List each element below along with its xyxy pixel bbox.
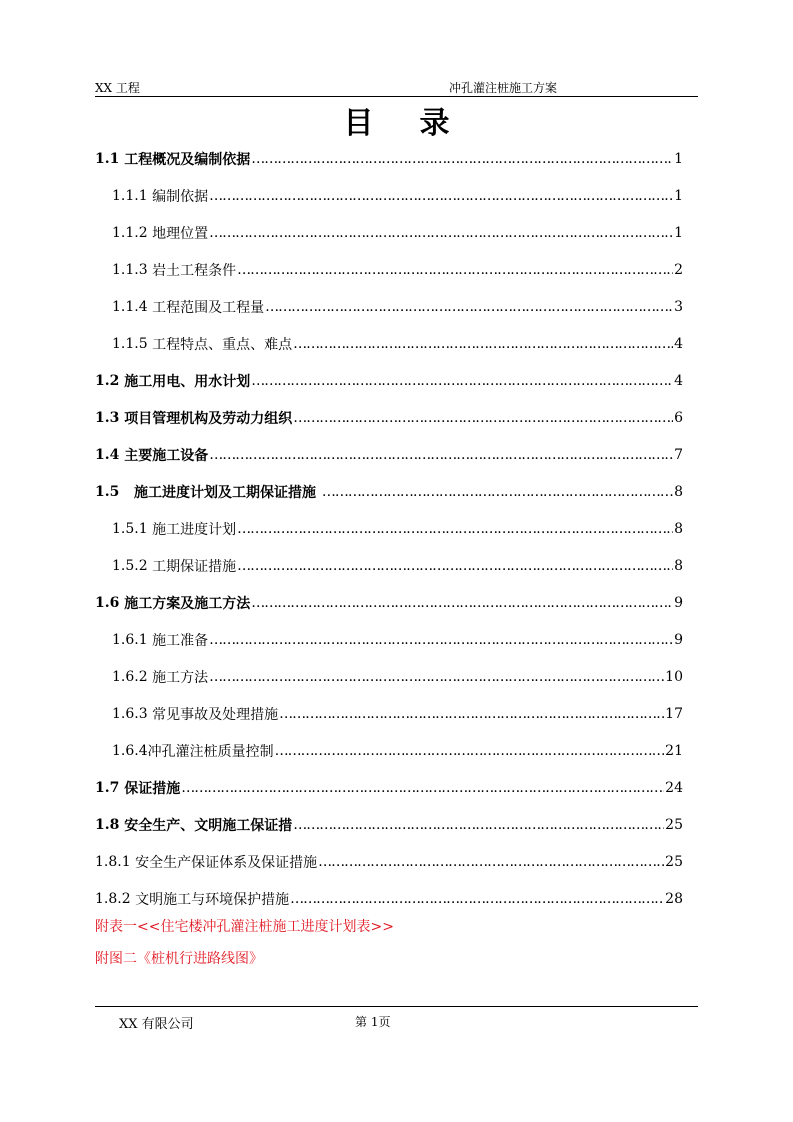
toc-entry[interactable] <box>95 288 683 325</box>
toc-entry[interactable] <box>95 436 683 473</box>
toc-leader-dots <box>318 854 664 870</box>
toc-leader-dots <box>293 336 673 352</box>
toc-entry-title: 施工方案及施工方法 <box>124 595 251 612</box>
toc-entry[interactable] <box>95 880 683 917</box>
toc-leader-dots <box>275 743 665 759</box>
toc-entry-page: 10 <box>665 668 683 685</box>
toc-entry[interactable] <box>95 806 683 843</box>
toc-entry-number: 1.7 <box>95 779 125 796</box>
toc-entry-number: 1.5.1 <box>112 520 153 537</box>
table-of-contents <box>95 140 683 917</box>
footer-page-number: 第 1页 <box>355 1015 391 1029</box>
toc-entry[interactable] <box>95 732 683 769</box>
toc-entry-number: 1.5 <box>95 483 134 500</box>
toc-entry-number: 1.2 <box>95 372 125 389</box>
toc-entry-page: 3 <box>674 298 683 315</box>
toc-entry-number: 1.6.4 <box>112 742 148 759</box>
page-header <box>95 79 698 97</box>
toc-entry-page: 4 <box>674 372 683 389</box>
toc-entry[interactable] <box>95 325 683 362</box>
toc-entry[interactable] <box>95 584 683 621</box>
toc-entry-number: 1.3 <box>95 409 125 426</box>
toc-entry-page: 9 <box>674 594 683 611</box>
toc-entry-title: 文明施工与环境保护措施 <box>135 891 290 908</box>
toc-leader-dots <box>209 188 673 204</box>
toc-entry-page: 2 <box>674 261 683 278</box>
toc-leader-dots <box>209 225 673 241</box>
toc-entry-title: 安全生产保证体系及保证措施 <box>135 854 318 871</box>
toc-entry[interactable] <box>95 547 683 584</box>
toc-entry-number: 1.1.2 <box>112 224 153 241</box>
toc-entry[interactable] <box>95 362 683 399</box>
toc-leader-dots <box>237 558 673 574</box>
toc-entry[interactable] <box>95 769 683 806</box>
toc-entry-number: 1.1.1 <box>112 187 153 204</box>
toc-leader-dots <box>279 706 664 722</box>
toc-entry-page: 4 <box>674 335 683 352</box>
toc-entry-page: 6 <box>674 409 683 426</box>
toc-leader-dots <box>265 299 673 315</box>
appendix-table-link[interactable]: 附表一<<住宅楼冲孔灌注桩施工进度计划表>> <box>95 919 394 935</box>
toc-entry[interactable] <box>95 399 683 436</box>
toc-entry[interactable] <box>95 658 683 695</box>
toc-entry-number: 1.1.5 <box>112 335 153 352</box>
toc-entry-number: 1.6 <box>95 594 125 611</box>
toc-entry-page: 7 <box>674 446 683 463</box>
toc-entry-title: 施工方法 <box>152 669 209 686</box>
toc-entry-title: 编制依据 <box>152 188 209 205</box>
toc-title: 目录 <box>343 106 496 141</box>
toc-entry-page: 24 <box>665 779 683 796</box>
toc-entry[interactable] <box>95 140 683 177</box>
toc-entry-title: 施工用电、用水计划 <box>124 373 251 390</box>
toc-entry[interactable] <box>95 251 683 288</box>
toc-entry[interactable] <box>95 473 683 510</box>
toc-entry-title: 工程范围及工程量 <box>152 299 265 316</box>
toc-leader-dots <box>237 262 673 278</box>
appendix-figure-link[interactable]: 附图二《桩机行进路线图》 <box>95 951 263 967</box>
toc-entry-title: 地理位置 <box>152 225 209 242</box>
toc-leader-dots <box>293 817 664 833</box>
toc-leader-dots <box>251 151 673 167</box>
toc-entry-title: 工程概况及编制依据 <box>124 151 251 168</box>
toc-entry-title: 安全生产、文明施工保证措 <box>124 817 293 834</box>
page-footer <box>95 1006 698 1032</box>
toc-entry[interactable] <box>95 177 683 214</box>
toc-entry-title: 工期保证措施 <box>152 558 237 575</box>
toc-entry[interactable] <box>95 621 683 658</box>
toc-entry-title: 保证措施 <box>124 780 181 797</box>
toc-entry-number: 1.8.1 <box>95 853 136 870</box>
toc-entry-title: 主要施工设备 <box>124 447 209 464</box>
toc-leader-dots <box>322 484 673 500</box>
toc-entry-number: 1.8.2 <box>95 890 136 907</box>
toc-entry-title: 岩土工程条件 <box>152 262 237 279</box>
toc-entry-page: 1 <box>674 224 683 241</box>
toc-entry-title: 冲孔灌注桩质量控制 <box>147 743 274 760</box>
toc-entry-page: 8 <box>674 483 683 500</box>
toc-leader-dots <box>290 891 664 907</box>
toc-entry-number: 1.4 <box>95 446 125 463</box>
toc-entry-title: 施工准备 <box>152 632 209 649</box>
toc-entry-number: 1.1.3 <box>112 261 153 278</box>
toc-entry-number: 1.6.1 <box>112 631 153 648</box>
toc-entry-title: 项目管理机构及劳动力组织 <box>124 410 293 427</box>
toc-entry-number: 1.6.3 <box>112 705 153 722</box>
toc-entry-number: 1.6.2 <box>112 668 153 685</box>
toc-entry-number: 1.8 <box>95 816 125 833</box>
toc-entry[interactable] <box>95 214 683 251</box>
toc-entry-page: 8 <box>674 557 683 574</box>
toc-entry-page: 21 <box>665 742 683 759</box>
toc-entry-title: 工程特点、重点、难点 <box>152 336 293 353</box>
toc-entry-page: 9 <box>674 631 683 648</box>
toc-entry-number: 1.1 <box>95 150 125 167</box>
toc-entry-page: 25 <box>665 816 683 833</box>
toc-entry-page: 25 <box>665 853 683 870</box>
toc-entry-page: 17 <box>665 705 683 722</box>
header-project: XX 工程 <box>95 81 140 95</box>
toc-entry-page: 1 <box>674 150 683 167</box>
toc-entry-page: 1 <box>674 187 683 204</box>
toc-entry[interactable] <box>95 510 683 547</box>
toc-entry-title: 施工进度计划及工期保证措施 <box>133 484 321 501</box>
toc-entry[interactable] <box>95 843 683 880</box>
toc-entry-page: 8 <box>674 520 683 537</box>
toc-leader-dots <box>251 373 673 389</box>
toc-entry-title: 施工进度计划 <box>152 521 237 538</box>
toc-entry-number: 1.5.2 <box>112 557 153 574</box>
toc-leader-dots <box>237 521 673 537</box>
header-doc-title: 冲孔灌注桩施工方案 <box>449 81 558 95</box>
toc-leader-dots <box>251 595 673 611</box>
footer-company: XX 有限公司 <box>119 1017 194 1032</box>
toc-leader-dots <box>209 669 664 685</box>
toc-entry-title: 常见事故及处理措施 <box>152 706 279 723</box>
toc-entry-number: 1.1.4 <box>112 298 153 315</box>
toc-entry[interactable] <box>95 695 683 732</box>
toc-leader-dots <box>209 632 673 648</box>
toc-entry-page: 28 <box>665 890 683 907</box>
toc-leader-dots <box>293 410 673 426</box>
toc-leader-dots <box>209 447 673 463</box>
toc-leader-dots <box>181 780 664 796</box>
